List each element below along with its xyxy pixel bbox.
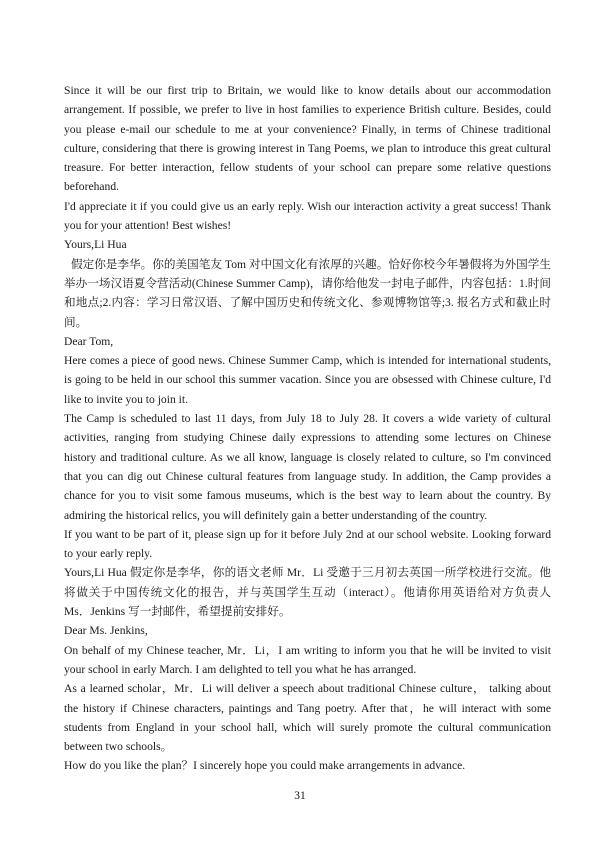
- signature-li-hua-1: Yours,Li Hua: [64, 238, 127, 252]
- salutation-dear-tom: Dear Tom,: [64, 334, 114, 348]
- paragraph-closing-request: I'd appreciate it if you could give us an early reply. Wish our interaction activity a great success! Thank you for your attention! Best wishes!: [64, 199, 551, 233]
- paragraph-camp-signup: If you want to be part of it, please sign up for it before July 2nd at our school website. Looking forward to your early reply.: [64, 527, 551, 561]
- salutation-dear-ms-jenkins: Dear Ms. Jenkins,: [64, 624, 148, 638]
- signature-and-prompt-jenkins: Yours,Li Hua 假定你是李华，你的语文老师 Mr．Li 受邀于三月初去英国一所学校进行交流。他将做关于中国传统文化的报告，并与英国学生互动（interact）。他请你用英语给对方负责人 Ms．Jenkins 写一封邮件，希望提前安排好。: [64, 566, 551, 619]
- paragraph-camp-intro: Here comes a piece of good news. Chinese Summer Camp, which is intended for international students, is going to be held in our school this summer vacation. Since you are obsessed with Chinese culture, I'd like to invite you to join it.: [64, 354, 551, 406]
- paragraph-camp-schedule: The Camp is scheduled to last 11 days, from July 18 to July 28. It covers a wide variety of cultural activities, ranging from studying Chinese daily expressions to attending some lectures on Chinese history and traditional culture. As we all know, language is closely related to culture, so I'm convinced that you can dig out Chinese cultural features from language study. In addition, the Camp provides a chance for you to visit some famous museums, which is the best way to learn about the country. By admiring the historical relics, you will definitely gain a better understanding of the country.: [64, 412, 551, 522]
- page-number: 31: [294, 790, 306, 802]
- paragraph-accommodation-request: Since it will be our first trip to Britain, we would like to know details about our accommodation arrangement. If possible, we prefer to live in host families to experience British culture. Besides, could you please e-mail our schedule to me at your convenience? Finally, in terms of Chinese traditional culture, considering that there is growing interest in Tang Poems, we plan to introduce this great cultural treasure. For better interaction, fellow students of your school can prepare some relative questions beforehand.: [64, 84, 551, 194]
- paragraph-on-behalf: On behalf of my Chinese teacher, Mr．Li，I am writing to inform you that he will be invited to visit your school in early March. I am delighted to tell you what he has arranged.: [64, 643, 551, 676]
- paragraph-closing-plan: How do you like the plan？I sincerely hope you could make arrangements in advance.: [64, 759, 466, 773]
- prompt-summer-camp: 假定你是李华。你的美国笔友 Tom 对中国文化有浓厚的兴趣。恰好你校今年暑假将为外国学生举办一场汉语夏令营活动(Chinese Summer Camp)，请你给他发一封电子邮件，内容包括：1.时间和地点;2.内容：学习日常汉语、了解中国历史和传统文化、参观博物馆等;3. 报名方式和截止时间。: [64, 257, 551, 329]
- paragraph-speech-arrangement: As a learned scholar，Mr．Li will deliver a speech about traditional Chinese culture， talking about the history if Chinese characters, paintings and Tang poetry. After that，he will interact with some students from England in your school hall, which will surely promote the cultural communication between two schools。: [64, 682, 551, 754]
- document-body: [64, 81, 551, 776]
